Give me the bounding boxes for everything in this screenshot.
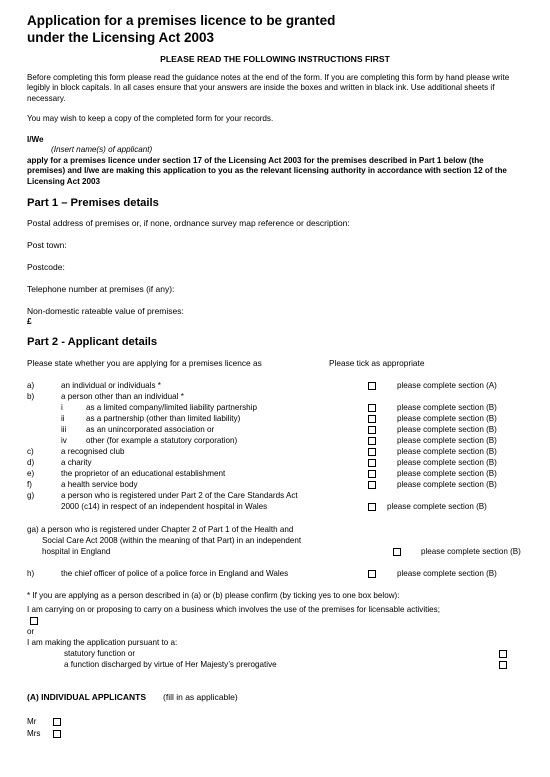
table-row: i as a limited company/limited liability partnership please complete section (B) bbox=[61, 403, 497, 413]
form-page bbox=[27, 12, 523, 754]
carrying-on-checkbox-row bbox=[27, 615, 523, 626]
keep-copy-note: You may wish to keep a copy of the completed form for your records. bbox=[27, 114, 274, 124]
iwe-label: I/We bbox=[27, 134, 44, 144]
checkbox[interactable] bbox=[368, 481, 376, 489]
postal-address-label: Postal address of premises or, if none, ordnance survey map reference or description: bbox=[27, 218, 350, 229]
rateable-value-label: Non-domestic rateable value of premises: bbox=[27, 306, 184, 317]
table-row: e) the proprietor of an educational establishment please complete section (B) bbox=[27, 469, 497, 479]
checkbox[interactable] bbox=[368, 459, 376, 467]
postcode-label: Postcode: bbox=[27, 262, 65, 273]
application-statement: apply for a premises licence under section 17 of the Licensing Act 2003 for the premises described in Part 1 below (the premises) and I/we are making this application to you as the relevant licensing authority in accordance with section 12 of the Licensing Act 2003 bbox=[27, 155, 507, 186]
tick-hint: Please tick as appropriate bbox=[329, 358, 425, 369]
telephone-label: Telephone number at premises (if any): bbox=[27, 284, 175, 295]
title-mrs-row: Mrs bbox=[27, 728, 523, 739]
table-row: b) a person other than an individual * bbox=[27, 392, 184, 402]
checkbox[interactable] bbox=[368, 415, 376, 423]
pound-sign: £ bbox=[27, 316, 32, 327]
table-row: h) the chief officer of police of a police force in England and Wales please complete section (B) bbox=[27, 569, 497, 579]
making-pursuant-row: I am making the application pursuant to a: bbox=[27, 638, 178, 648]
table-row: Social Care Act 2008 (within the meaning of that Part) in an independent bbox=[42, 536, 302, 546]
checkbox[interactable] bbox=[499, 650, 507, 658]
checkbox[interactable] bbox=[368, 404, 376, 412]
table-row: g) a person who is registered under Part 2 of the Care Standards Act bbox=[27, 491, 298, 501]
part2-heading: Part 2 - Applicant details bbox=[27, 336, 158, 349]
part1-heading: Part 1 – Premises details bbox=[27, 197, 159, 210]
table-row: f) a health service body please complete section (B) bbox=[27, 480, 497, 490]
state-whether-text: Please state whether you are applying for a premises licence as bbox=[27, 358, 262, 369]
or-row: or bbox=[27, 627, 35, 637]
checkbox-mrs[interactable] bbox=[53, 730, 61, 738]
prerogative-row: a function discharged by virtue of Her Majesty’s prerogative bbox=[27, 659, 523, 670]
instructions-paragraph: Before completing this form please read the guidance notes at the end of the form. If you are completing this form by hand please write legibly in block capitals. In all cases ensure that your answers are inside the boxes and written in black ink. Use additional sheets if necessary. bbox=[27, 72, 510, 103]
form-title-line2: under the Licensing Act 2003 bbox=[27, 30, 215, 45]
checkbox[interactable] bbox=[368, 382, 376, 390]
statutory-row: statutory function or bbox=[27, 648, 523, 659]
table-row: a) an individual or individuals * please complete section (A) bbox=[27, 381, 497, 391]
checkbox[interactable] bbox=[368, 570, 376, 578]
checkbox[interactable] bbox=[368, 437, 376, 445]
instructions-heading: PLEASE READ THE FOLLOWING INSTRUCTIONS FIRST bbox=[160, 54, 390, 64]
title-mr-row: Mr bbox=[27, 716, 523, 727]
checkbox[interactable] bbox=[368, 426, 376, 434]
table-row: hospital in England please complete section (B) bbox=[42, 547, 521, 557]
checkbox[interactable] bbox=[368, 448, 376, 456]
insert-names-hint: (Insert name(s) of applicant) bbox=[51, 145, 153, 155]
footnote: * If you are applying as a person described in (a) or (b) please confirm (by ticking yes to one box below): bbox=[27, 591, 400, 601]
checkbox[interactable] bbox=[393, 548, 401, 556]
carrying-on-row: I am carrying on or proposing to carry on a business which involves the use of the premises for licensable activities; bbox=[27, 605, 440, 615]
post-town-label: Post town: bbox=[27, 240, 67, 251]
section-a-heading: (A) INDIVIDUAL APPLICANTS bbox=[27, 692, 146, 703]
table-row: d) a charity please complete section (B) bbox=[27, 458, 497, 468]
checkbox[interactable] bbox=[499, 661, 507, 669]
section-a-hint: (fill in as applicable) bbox=[163, 692, 238, 703]
table-row: iii as an unincorporated association or please complete section (B) bbox=[61, 425, 497, 435]
checkbox[interactable] bbox=[30, 617, 38, 625]
table-row: c) a recognised club please complete section (B) bbox=[27, 447, 497, 457]
table-row: 2000 (c14) in respect of an independent hospital in Wales please complete section (B) bbox=[61, 502, 487, 512]
applicant-type-table bbox=[27, 354, 523, 754]
table-row: ga) a person who is registered under Chapter 2 of Part 1 of the Health and bbox=[27, 525, 294, 535]
table-row: iv other (for example a statutory corporation) please complete section (B) bbox=[61, 436, 497, 446]
table-row: ii as a partnership (other than limited liability) please complete section (B) bbox=[61, 414, 497, 424]
checkbox[interactable] bbox=[368, 470, 376, 478]
form-title-line1: Application for a premises licence to be granted bbox=[27, 13, 336, 28]
checkbox-mr[interactable] bbox=[53, 718, 61, 726]
section-a-heading-row bbox=[27, 692, 523, 703]
checkbox[interactable] bbox=[368, 503, 376, 511]
